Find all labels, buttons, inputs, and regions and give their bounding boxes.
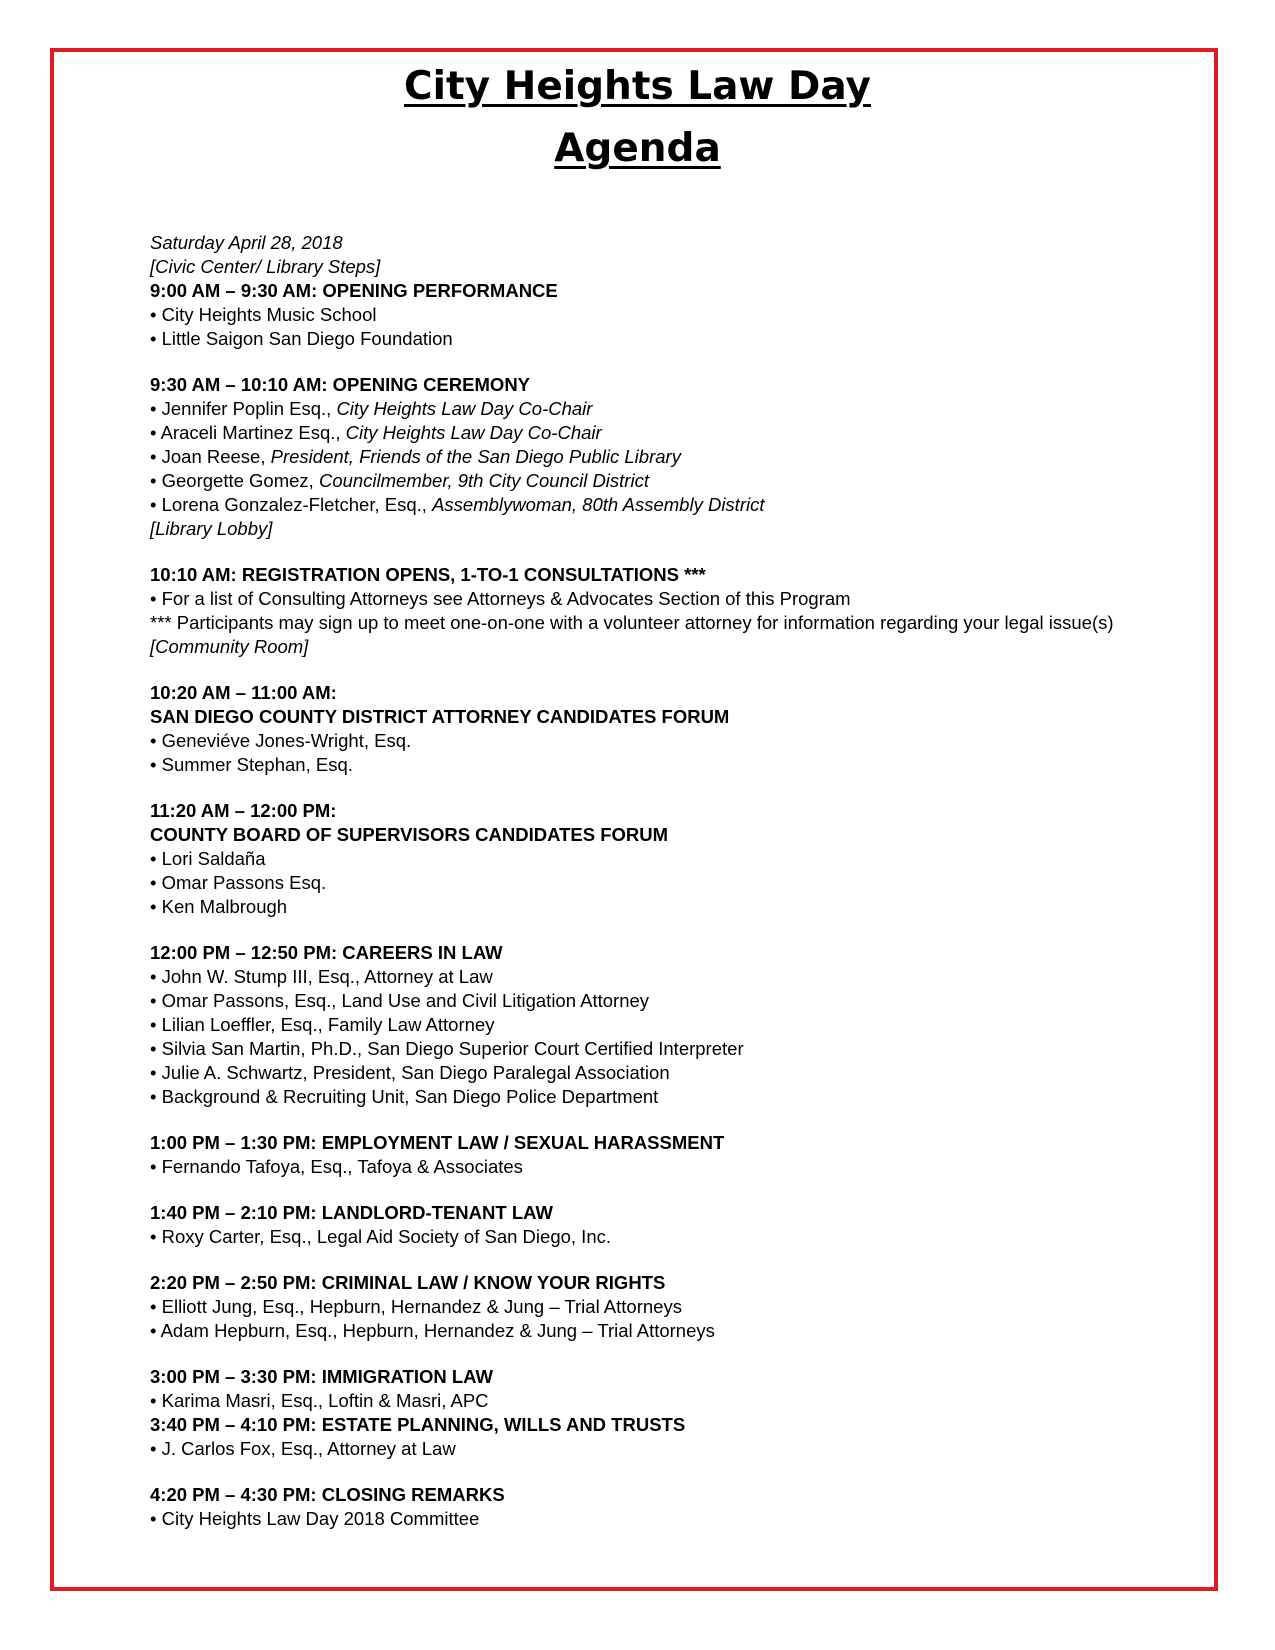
speaker-name: • Araceli Martinez Esq.,	[150, 422, 346, 443]
location-library-lobby: [Library Lobby]	[150, 518, 273, 539]
title-line-1: City Heights Law Day	[404, 64, 871, 109]
section-heading: 3:00 PM – 3:30 PM: IMMIGRATION LAW	[150, 1366, 493, 1387]
list-item	[150, 445, 1130, 469]
event-date: Saturday April 28, 2018	[150, 232, 343, 253]
speaker-role: City Heights Law Day Co-Chair	[336, 398, 593, 419]
speaker-role: President, Friends of the San Diego Public Library	[270, 446, 681, 467]
speaker-role: Assemblywoman, 80th Assembly District	[432, 494, 765, 515]
section-time: 10:20 AM – 11:00 AM:	[150, 682, 337, 703]
speaker-name: • Lorena Gonzalez-Fletcher, Esq.,	[150, 494, 433, 515]
section-heading: 3:40 PM – 4:10 PM: ESTATE PLANNING, WILLS AND TRUSTS	[150, 1414, 686, 1435]
section-heading: 9:00 AM – 9:30 AM: OPENING PERFORMANCE	[150, 280, 558, 301]
list-item: • Elliott Jung, Esq., Hepburn, Hernandez & Jung – Trial Attorneys	[150, 1296, 682, 1317]
list-item: • City Heights Law Day 2018 Committee	[150, 1508, 480, 1529]
speaker-name: • Joan Reese,	[150, 446, 271, 467]
section-heading: COUNTY BOARD OF SUPERVISORS CANDIDATES FORUM	[150, 824, 669, 845]
list-item	[150, 397, 1130, 421]
list-item: • Omar Passons, Esq., Land Use and Civil Litigation Attorney	[150, 990, 650, 1011]
section-heading: 2:20 PM – 2:50 PM: CRIMINAL LAW / KNOW YOUR RIGHTS	[150, 1272, 666, 1293]
list-item: • Lori Saldaña	[150, 848, 266, 869]
consultation-note: *** Participants may sign up to meet one-on-one with a volunteer attorney for information regarding your legal issue(s)	[150, 612, 1114, 633]
list-item: • J. Carlos Fox, Esq., Attorney at Law	[150, 1438, 456, 1459]
list-item: • Karima Masri, Esq., Loftin & Masri, APC	[150, 1390, 489, 1411]
list-item: • John W. Stump III, Esq., Attorney at Law	[150, 966, 493, 987]
list-item: • Background & Recruiting Unit, San Diego Police Department	[150, 1086, 659, 1107]
speaker-name: • Jennifer Poplin Esq.,	[150, 398, 337, 419]
list-item: • For a list of Consulting Attorneys see Attorneys & Advocates Section of this Program	[150, 588, 851, 609]
list-item: • Little Saigon San Diego Foundation	[150, 328, 453, 349]
agenda-body	[150, 231, 1130, 1531]
section-heading: 1:00 PM – 1:30 PM: EMPLOYMENT LAW / SEXUAL HARASSMENT	[150, 1132, 725, 1153]
speaker-role: City Heights Law Day Co-Chair	[345, 422, 602, 443]
list-item: • Adam Hepburn, Esq., Hepburn, Hernandez & Jung – Trial Attorneys	[150, 1320, 715, 1341]
section-heading: 9:30 AM – 10:10 AM: OPENING CEREMONY	[150, 374, 531, 395]
section-time: 11:20 AM – 12:00 PM:	[150, 800, 337, 821]
section-heading: 1:40 PM – 2:10 PM: LANDLORD-TENANT LAW	[150, 1202, 553, 1223]
list-item: • Geneviéve Jones-Wright, Esq.	[150, 730, 412, 751]
list-item: • Lilian Loeffler, Esq., Family Law Attorney	[150, 1014, 495, 1035]
list-item	[150, 421, 1130, 445]
list-item: • City Heights Music School	[150, 304, 377, 325]
speaker-role: Councilmember, 9th City Council District	[318, 470, 649, 491]
section-heading: 4:20 PM – 4:30 PM: CLOSING REMARKS	[150, 1484, 505, 1505]
location-civic-center: [Civic Center/ Library Steps]	[150, 256, 381, 277]
list-item: • Omar Passons Esq.	[150, 872, 327, 893]
list-item: • Roxy Carter, Esq., Legal Aid Society of San Diego, Inc.	[150, 1226, 611, 1247]
section-heading: 12:00 PM – 12:50 PM: CAREERS IN LAW	[150, 942, 503, 963]
list-item: • Julie A. Schwartz, President, San Diego Paralegal Association	[150, 1062, 670, 1083]
list-item: • Silvia San Martin, Ph.D., San Diego Superior Court Certified Interpreter	[150, 1038, 744, 1059]
list-item	[150, 493, 1130, 517]
list-item: • Fernando Tafoya, Esq., Tafoya & Associates	[150, 1156, 523, 1177]
list-item	[150, 469, 1130, 493]
section-heading: SAN DIEGO COUNTY DISTRICT ATTORNEY CANDIDATES FORUM	[150, 706, 730, 727]
list-item: • Summer Stephan, Esq.	[150, 754, 353, 775]
title-line-2: Agenda	[554, 126, 721, 171]
section-heading: 10:10 AM: REGISTRATION OPENS, 1-TO-1 CONSULTATIONS ***	[150, 564, 706, 585]
list-item: • Ken Malbrough	[150, 896, 288, 917]
speaker-name: • Georgette Gomez,	[150, 470, 319, 491]
location-community-room: [Community Room]	[150, 636, 309, 657]
